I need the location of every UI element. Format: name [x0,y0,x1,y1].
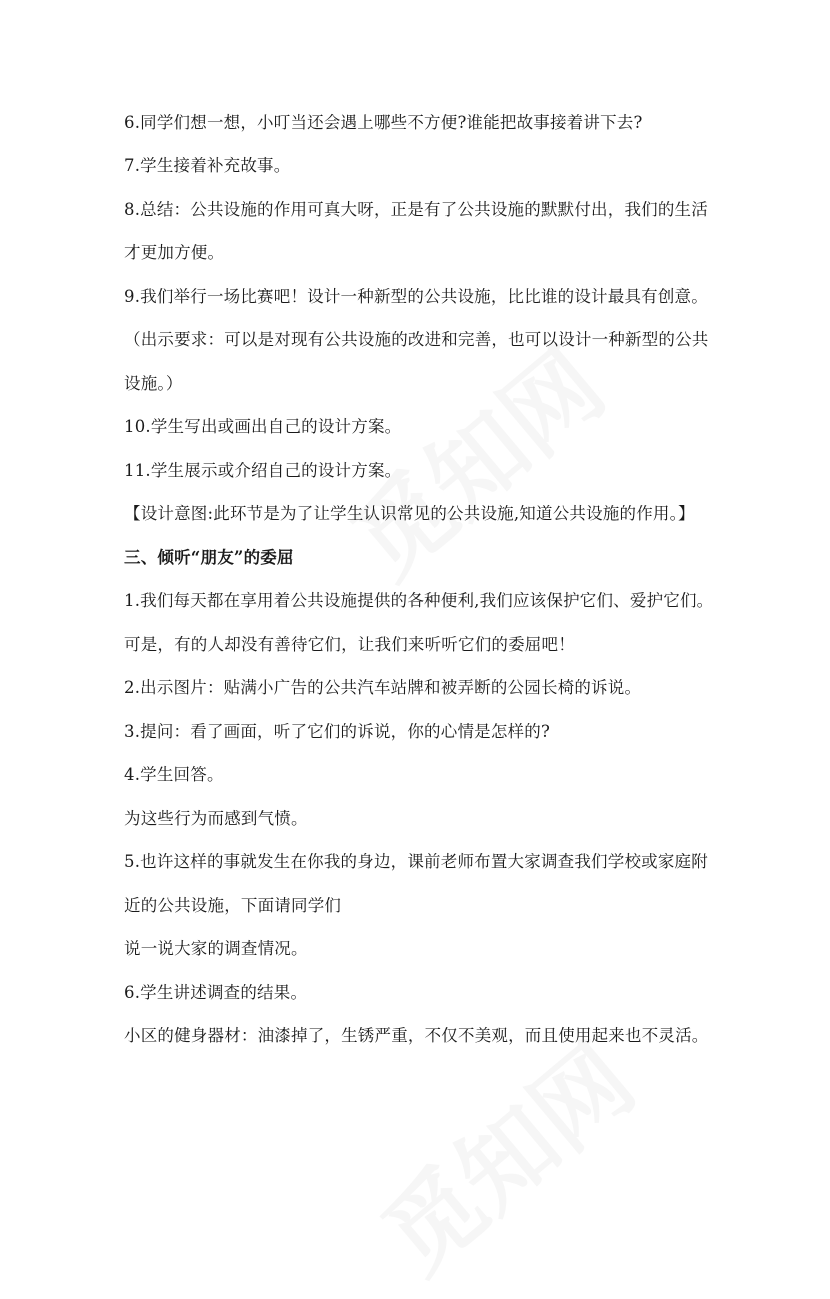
paragraph-line: 6.学生讲述调查的结果。 [124,983,308,1002]
paragraph-line: 5.也许这样的事就发生在你我的身边，课前老师布置大家调查我们学校或家庭附 [124,852,708,871]
paragraph-line: 7.学生接着补充故事。 [124,156,291,175]
paragraph-line: 说一说大家的调查情况。 [124,939,308,958]
section-heading: 三、倾听“朋友”的委屈 [124,548,294,567]
paragraph-line: 1.我们每天都在享用着公共设施提供的各种便利,我们应该保护它们、爱护它们。 [124,591,714,610]
paragraph-line: 8.总结：公共设施的作用可真大呀，正是有了公共设施的默默付出，我们的生活 [124,200,708,219]
paragraph-line: 可是，有的人却没有善待它们，让我们来听听它们的委屈吧！ [124,635,575,654]
paragraph-line: 9.我们举行一场比赛吧！设计一种新型的公共设施，比比谁的设计最具有创意。 [124,287,708,306]
paragraph-line: 小区的健身器材：油漆掉了，生锈严重，不仅不美观，而且使用起来也不灵活。 [124,1026,709,1045]
paragraph-line: （出示要求：可以是对现有公共设施的改进和完善，也可以设计一种新型的公共 [124,330,709,349]
paragraph-line: 6.同学们想一想，小叮当还会遇上哪些不方便?谁能把故事接着讲下去? [124,113,643,132]
paragraph-line: 为这些行为而感到气愤。 [124,809,308,828]
paragraph-line: 11.学生展示或介绍自己的设计方案。 [124,461,402,480]
watermark-top [320,313,629,603]
paragraph-line: 4.学生回答。 [124,765,224,784]
paragraph-line: 设施。） [124,374,183,393]
paragraph-line: 10.学生写出或画出自己的设计方案。 [124,417,402,436]
paragraph-line: 近的公共设施，下面请同学们 [124,896,342,915]
paragraph-line: 3.提问：看了画面，听了它们的诉说，你的心情是怎样的? [124,722,550,741]
watermark-bottom [350,1008,659,1298]
paragraph-line: 2.出示图片：贴满小广告的公共汽车站牌和被弄断的公园长椅的诉说。 [124,678,642,697]
paragraph-line: 才更加方便。 [124,243,225,262]
paragraph-line: 【设计意图:此环节是为了让学生认识常见的公共设施,知道公共设施的作用。】 [124,504,695,523]
